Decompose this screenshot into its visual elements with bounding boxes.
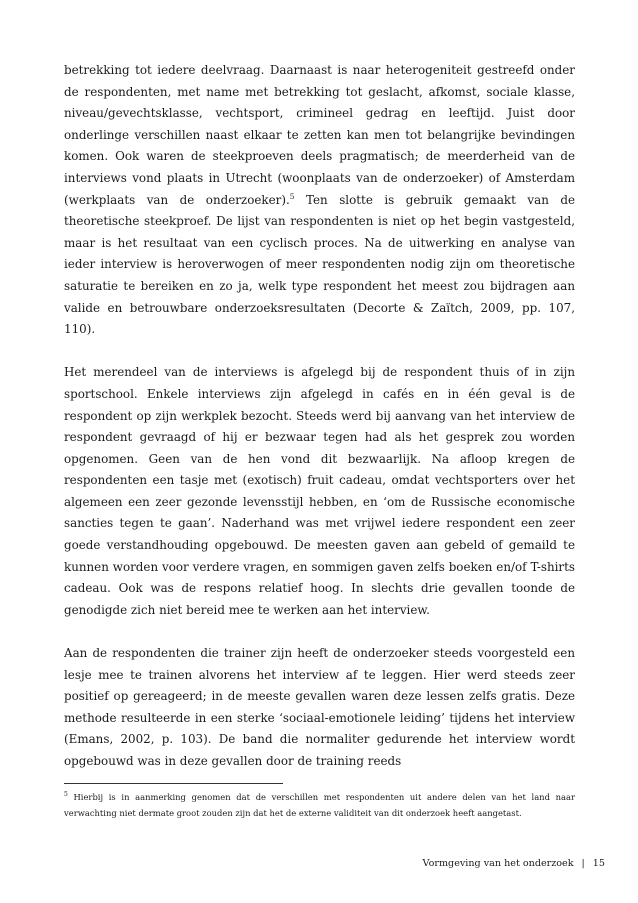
footnote-number: 5 <box>64 791 68 799</box>
running-footer <box>423 858 605 869</box>
paragraph-2: Het merendeel van de interviews is afgelegd bij de respondent thuis of in zijn sportschool. Enkele interviews zijn afgelegd in cafés en in één geval is de respondent op zijn werkplek bezocht. Steeds werd bij aanvang van het interview de respondent gevraagd of hij er bezwaar tegen had als het gesprek zou worden opgenomen. Geen van de hen vond dit bezwaarlijk. Na afloop kregen de respondenten een tasje met (exotisch) fruit cadeau, omdat vechtsporters over het algemeen een zeer gezonde levensstijl hebben, en ‘om de Russische economische sancties tegen te gaan’. Naderhand was met vrijwel iedere respondent een zeer goede verstandhouding opgebouwd. De meesten gaven aan gebeld of gemaild te kunnen worden voor verdere vragen, en sommigen gaven zelfs boeken en/of T-shirts cadeau. Ook was de respons relatief hoog. In slechts drie gevallen toonde de genodigde zich niet bereid mee te werken aan het interview. <box>64 365 575 617</box>
paragraph-1 <box>64 60 575 341</box>
footnote-text: Hierbij is in aanmerking genomen dat de verschillen met respondenten uit andere delen van het land naar verwachting niet dermate groot zouden zijn dat het de externe validiteit van dit onderzoek heeft aangetast. <box>64 792 575 818</box>
paragraph-1-text-b: Ten slotte is gebruik gemaakt van de theoretische steekproef. De lijst van respondenten is niet op het begin vastgesteld, maar is het resultaat van een cyclisch proces. Na de uitwerking en analyse van ieder interview is heroverwogen of meer respondenten nodig zijn om theoretische saturatie te bereiken en zo ja, welk type respondent het meest zou bijdragen aan valide en betrouwbare onderzoeksresultaten (Decorte & Zaïtch, 2009, pp. 107, 110). <box>64 192 576 337</box>
paragraph-1-text-a: betrekking tot iedere deelvraag. Daarnaast is naar heterogeniteit gestreefd onder de respondenten, met name met betrekking tot geslacht, afkomst, sociale klasse, niveau/gevechtsklasse, vechtsport, crimineel gedrag en leeftijd. Juist door onderlinge verschillen naast elkaar te zetten kan men tot belangrijke bevindingen komen. Ook waren de steekproeven deels pragmatisch; de meerderheid van de interviews vond plaats in Utrecht (woonplaats van de onderzoeker) of Amsterdam (werkplaats van de onderzoeker). <box>64 63 575 207</box>
footnote-divider <box>64 783 283 784</box>
footer-separator: | <box>581 858 585 869</box>
body-text <box>64 60 575 773</box>
page-number: 15 <box>592 858 605 869</box>
footnote <box>64 789 575 821</box>
paragraph-3: Aan de respondenten die trainer zijn heeft de onderzoeker steeds voorgesteld een lesje mee te trainen alvorens het interview af te leggen. Hier werd steeds zeer positief op gereageerd; in de meeste gevallen waren deze lessen zelfs gratis. Deze methode resulteerde in een sterke ‘sociaal-emotionele leiding’ tijdens het interview (Emans, 2002, p. 103). De band die normaliter gedurende het interview wordt opgebouwd was in deze gevallen door de training reeds <box>64 646 575 768</box>
footer-section-title: Vormgeving van het onderzoek <box>422 858 574 869</box>
footnote-reference: 5 <box>289 191 295 201</box>
